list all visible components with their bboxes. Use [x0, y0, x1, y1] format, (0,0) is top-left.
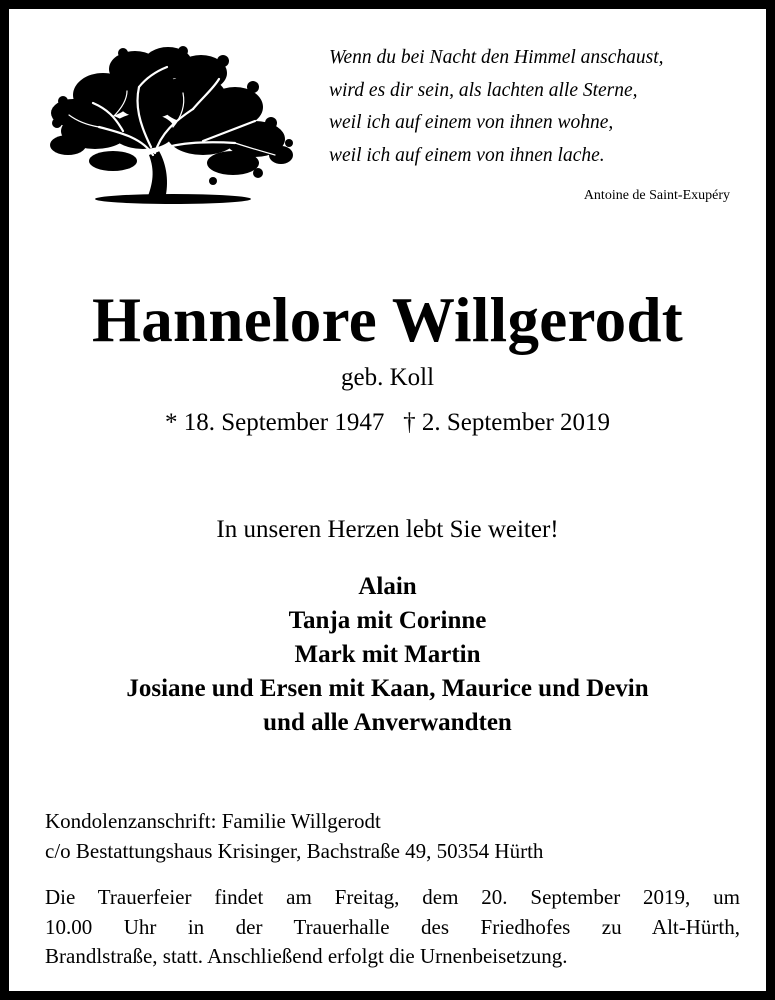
service-line: 10.00 Uhr in der Trauerhalle des Friedhofes zu Alt-Hürth, — [45, 914, 740, 939]
funeral-service-info — [45, 883, 740, 972]
condolence-address — [45, 806, 745, 866]
poem-line: wird es dir sein, als lachten alle Sterne, — [329, 79, 638, 101]
mourner-line: Tanja mit Corinne — [288, 607, 487, 634]
quote-author: Antoine de Saint-Exupéry — [583, 188, 730, 203]
life-dates: * 18. September 1947 † 2. September 2019 — [164, 409, 611, 436]
mourner-line: Mark mit Martin — [294, 641, 481, 668]
mourners-list — [9, 570, 766, 740]
poem-line: weil ich auf einem von ihnen wohne, — [329, 112, 614, 133]
memorial-motto: In unseren Herzen lebt Sie weiter! — [216, 516, 559, 543]
mourner-line: Alain — [358, 573, 417, 600]
poem-line: weil ich auf einem von ihnen lache. — [329, 144, 605, 166]
deceased-name: Hannelore Willgerodt — [91, 285, 684, 355]
birth-name: geb. Koll — [340, 364, 435, 391]
poem-quote — [329, 42, 749, 172]
tree-icon — [43, 43, 295, 208]
mourner-line: und alle Anverwandten — [263, 709, 512, 736]
poem-line: Wenn du bei Nacht den Himmel anschaust, — [329, 47, 664, 68]
service-line: Die Trauerfeier findet am Freitag, dem 20. September 2019, um — [45, 885, 740, 909]
condolence-line: c/o Bestattungshaus Krisinger, Bachstraße 49, 50354 Hürth — [45, 839, 544, 863]
condolence-line: Kondolenzanschrift: Familie Willgerodt — [45, 809, 381, 833]
mourner-line: Josiane und Ersen mit Kaan, Maurice und Devin — [126, 675, 649, 702]
service-line: Brandlstraße, statt. Anschließend erfolgt die Urnenbeisetzung. — [45, 944, 568, 968]
